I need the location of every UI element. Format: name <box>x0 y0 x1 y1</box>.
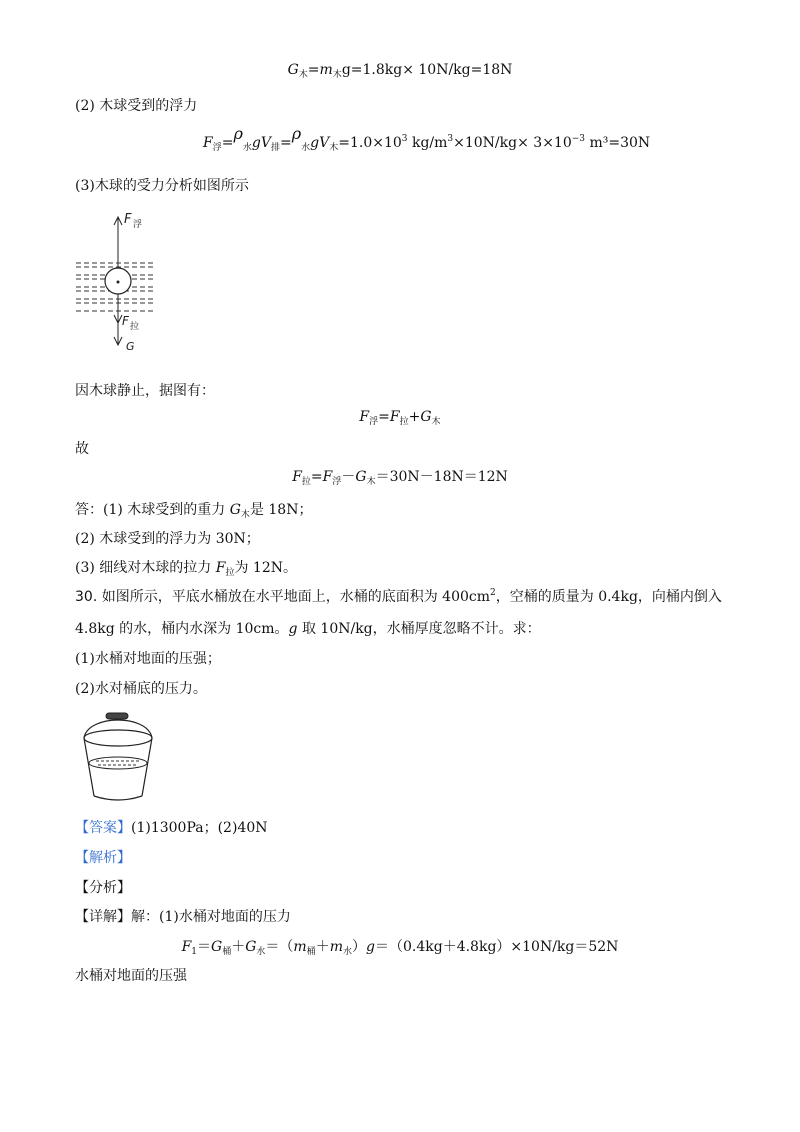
question-text: 4.8kg 的水，桶内水深为 10cm。 <box>75 621 289 637</box>
answer-line-1 <box>75 499 312 519</box>
eq-text: ） <box>352 939 367 955</box>
answer-text: 为 12N。 <box>234 560 297 576</box>
eq-subscript: 1 <box>191 947 198 957</box>
eq-subscript: 拉 <box>225 568 235 578</box>
eq-symbol: F <box>203 135 213 151</box>
question-text: ，空桶的质量为 0.4kg，向桶内倒入 <box>495 589 722 605</box>
eq-text: ×10 <box>542 135 572 151</box>
eq-text: ＝（ <box>265 939 294 955</box>
equation-balance <box>0 409 800 425</box>
label-pull-force: F <box>122 314 129 328</box>
eq-text: = <box>378 409 390 425</box>
eq-text: kg/m <box>411 135 448 151</box>
eq-symbol: g <box>288 621 298 637</box>
eq-symbol: F <box>215 560 226 576</box>
eq-symbol: gV <box>251 135 271 151</box>
eq-symbol: G <box>287 62 299 78</box>
eq-text: m³=30N <box>589 135 651 151</box>
eq-symbol: G <box>211 939 223 955</box>
detail-tag: 【详解】 <box>75 909 131 925</box>
eq-text: g=1.8kg× 10N/kg=18N <box>341 62 513 78</box>
label-buoyant-force: F <box>124 212 132 227</box>
question-30-line-2 <box>75 618 541 638</box>
question-30-line-1 <box>75 586 722 606</box>
eq-text: ＝30N－18N＝12N <box>375 469 508 485</box>
eq-subscript: 水 <box>301 143 311 153</box>
eq-text: ＝（0.4kg＋4.8kg）×10N/kg＝52N <box>374 939 619 955</box>
eq-text: － <box>341 469 356 485</box>
eq-text: =1.0 <box>338 135 373 151</box>
eq-symbol: F <box>389 409 400 425</box>
detail-line <box>75 906 291 926</box>
line-last: 水桶对地面的压强 <box>75 968 187 984</box>
eq-subscript: 木 <box>431 417 441 427</box>
eq-superscript: 3 <box>401 134 408 144</box>
eq-subscript: 水 <box>242 143 252 153</box>
eq-symbol: gV <box>310 135 330 151</box>
line-force-analysis: (3)木球的受力分析如图所示 <box>75 178 249 194</box>
eq-superscript: 2 <box>490 588 496 598</box>
eq-text: = <box>279 135 292 151</box>
fenxi-tag: 【分析】 <box>75 880 131 896</box>
eq-subscript: 水 <box>343 947 353 957</box>
eq-subscript: 浮 <box>369 417 379 427</box>
question-30-sub-1: (1)水桶对地面的压强； <box>75 651 221 667</box>
label-buoyant-sub: 浮 <box>133 220 143 230</box>
eq-symbol: G <box>245 939 257 955</box>
eq-subscript: 木 <box>298 70 308 80</box>
eq-text: = <box>221 135 234 151</box>
word-therefore: 故 <box>75 441 89 457</box>
eq-text: ×10 <box>372 135 402 151</box>
equation-f1 <box>0 936 800 956</box>
answer-text: 是 18N； <box>249 502 313 518</box>
eq-symbol: F <box>181 939 192 955</box>
answer-line-2: (2) 木球受到的浮力为 30N； <box>75 531 260 547</box>
eq-symbol: G <box>355 469 367 485</box>
line-buoyancy-heading: (2) 木球受到的浮力 <box>75 98 198 114</box>
eq-symbol: G <box>420 409 432 425</box>
eq-symbol: G <box>229 502 241 518</box>
eq-text: ＋ <box>315 939 330 955</box>
eq-subscript: 木 <box>366 477 376 487</box>
eq-text: ＋ <box>231 939 246 955</box>
eq-symbol: F <box>292 469 302 485</box>
eq-text: = <box>307 62 320 78</box>
question-text: 如图所示，平底水桶放在水平地面上，水桶的底面积为 400cm <box>101 589 491 605</box>
question-number: 30. <box>75 589 98 605</box>
eq-text: + <box>408 409 421 425</box>
eq-subscript: 水 <box>256 947 266 957</box>
eq-subscript: 拉 <box>301 477 311 487</box>
force-diagram <box>72 205 182 355</box>
equation-pull <box>0 466 800 486</box>
eq-superscript: 3 <box>447 134 454 144</box>
eq-subscript: 桶 <box>222 947 232 957</box>
eq-subscript: 拉 <box>399 417 409 427</box>
eq-subscript: 木 <box>332 70 342 80</box>
eq-symbol: F <box>322 469 333 485</box>
eq-subscript: 浮 <box>332 477 342 487</box>
label-gravity: G <box>126 340 135 353</box>
answer-text: (3) 细线对木球的拉力 <box>75 560 216 576</box>
answer-line-3 <box>75 557 297 577</box>
eq-subscript: 木 <box>240 510 250 520</box>
eq-symbol: m <box>329 939 343 955</box>
line-static: 因木球静止，据图有： <box>75 383 215 399</box>
equation-gravity <box>0 62 800 78</box>
equation-buoyancy <box>203 124 651 153</box>
bucket-figure <box>78 710 168 805</box>
eq-subscript: 浮 <box>212 143 222 153</box>
answer-line <box>75 817 268 837</box>
eq-rho: ρ <box>291 124 302 143</box>
eq-symbol: g <box>366 939 375 955</box>
label-pull-sub: 拉 <box>130 322 140 332</box>
eq-subscript: 排 <box>270 143 280 153</box>
eq-symbol: m <box>293 939 307 955</box>
eq-symbol: F <box>359 409 370 425</box>
eq-subscript: 桶 <box>306 947 316 957</box>
eq-text: × 3 <box>517 135 543 151</box>
eq-text: ×10N/kg <box>453 135 518 151</box>
answer-value: (1)1300Pa；(2)40N <box>131 820 268 836</box>
eq-subscript: 木 <box>329 143 339 153</box>
answer-tag: 【答案】 <box>75 820 131 836</box>
analysis-tag: 【解析】 <box>75 850 131 866</box>
eq-rho: ρ <box>233 124 243 143</box>
eq-text: = <box>310 469 323 485</box>
question-text: 取 10N/kg，水桶厚度忽略不计。求： <box>297 621 541 637</box>
eq-text: ＝ <box>197 939 212 955</box>
answer-text: 答：(1) 木球受到的重力 <box>75 502 230 518</box>
eq-symbol: m <box>319 62 333 78</box>
eq-superscript: −3 <box>571 134 586 144</box>
question-30-sub-2: (2)水对桶底的压力。 <box>75 681 207 697</box>
detail-text: 解：(1)水桶对地面的压力 <box>131 909 291 925</box>
